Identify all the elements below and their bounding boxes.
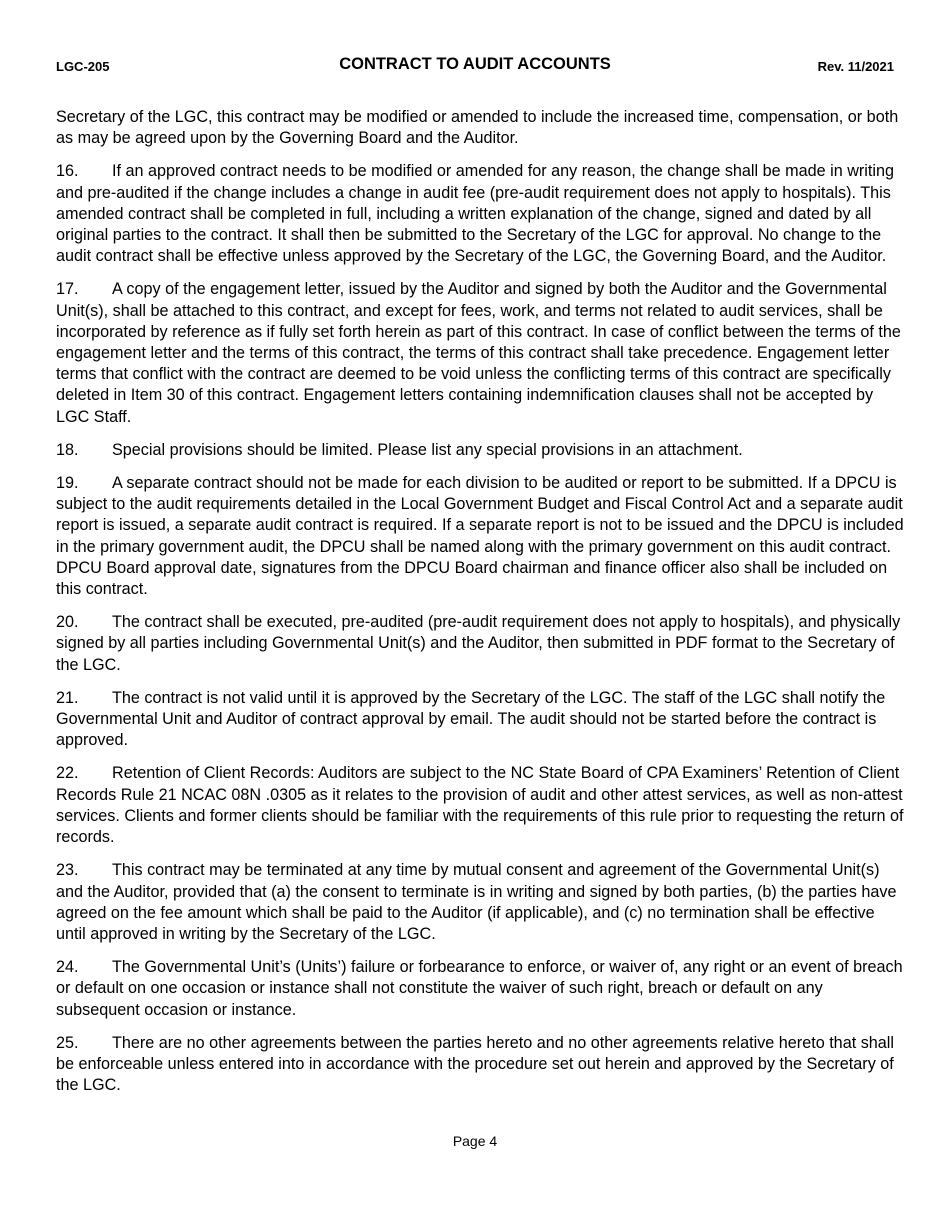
paragraph-number: 24. (56, 958, 79, 977)
paragraph-text: A separate contract should not be made for each division to be audited or report to be submitted. If a DPCU is subject to the audit requirements detailed in the Local Government Budget and Fiscal Control Act and a separate audit report is issued, a separate audit contract is required. If a separate report is not to be issued and the DPCU is included in the primary government audit, the DPCU shall be named along with the primary government on this audit contract. DPCU Board approval date, signatures from the DPCU Board chairman and finance officer also shall be included on this contract. (56, 474, 904, 599)
paragraph-text: The contract shall be executed, pre-audited (pre-audit requirement does not apply to hospitals), and physically signed by all parties including Governmental Unit(s) and the Auditor, then submitted in PDF format to the Secretary of the LGC. (56, 613, 901, 674)
paragraph-number: 16. (56, 162, 79, 181)
paragraph-number: 22. (56, 764, 79, 783)
paragraph-text: A copy of the engagement letter, issued by the Auditor and signed by both the Auditor and the Governmental Unit(s), shall be attached to this contract, and except for fees, work, and terms not related to audit services, shall be incorporated by reference as if fully set forth herein as part of this contract. In case of conflict between the terms of the engagement letter and the terms of this contract, the terms of this contract shall take precedence. Engagement letter terms that conflict with the contract are deemed to be void unless the conflicting terms of this contract are specifically deleted in Item 30 of this contract. Engagement letters containing indemnification clauses shall not be accepted by LGC Staff. (56, 280, 901, 426)
paragraph-number: 25. (56, 1033, 79, 1052)
paragraph-text: Secretary of the LGC, this contract may be modified or amended to include the increased time, compensation, or both as may be agreed upon by the Governing Board and the Auditor. (56, 108, 899, 148)
paragraph-text: There are no other agreements between the parties hereto and no other agreements relative hereto that shall be enforceable unless entered into in accordance with the procedure set out herein and approved by the Secretary of the LGC. (56, 1033, 894, 1095)
paragraph-number: 18. (56, 440, 79, 459)
paragraph-text: The contract is not valid until it is approved by the Secretary of the LGC. The staff of the LGC shall notify the Governmental Unit and Auditor of contract approval by email. The audit should not be started before the contract is approved. (56, 688, 886, 750)
paragraph-number: 17. (56, 280, 79, 299)
paragraph-item (56, 473, 904, 600)
paragraph-continuation (56, 107, 904, 149)
paragraph-item (56, 860, 904, 945)
paragraph-item (56, 279, 904, 427)
paragraph-text: If an approved contract needs to be modified or amended for any reason, the change shall be made in writing and pre-audited if the change includes a change in audit fee (pre-audit requirement does not apply to hospitals). This amended contract shall be completed in full, including a written explanation of the change, signed and dated by all original parties to the contract. It shall then be submitted to the Secretary of the LGC for approval. No change to the audit contract shall be effective unless approved by the Secretary of the LGC, the Governing Board, and the Auditor. (56, 162, 894, 266)
paragraph-text: Retention of Client Records: Auditors are subject to the NC State Board of CPA Examiners’ Retention of Client Records Rule 21 NCAC 08N .0305 as it relates to the provision of audit and other attest services, as well as non-attest services. Clients and former clients should be familiar with the requirements of this rule prior to requesting the return of records. (56, 764, 904, 847)
document-title: CONTRACT TO AUDIT ACCOUNTS (339, 55, 611, 73)
paragraph-number: 21. (56, 688, 79, 707)
paragraph-item (56, 612, 904, 676)
page-number: Page 4 (452, 1133, 498, 1149)
paragraph-item (56, 1033, 904, 1097)
paragraph-number: 20. (56, 613, 79, 632)
paragraph-item (56, 161, 904, 267)
form-id: LGC-205 (56, 59, 110, 74)
paragraph-text: The Governmental Unit’s (Units’) failure or forbearance to enforce, or waiver of, any right or an event of breach or default on one occasion or instance shall not constitute the waiver of such right, breach or default on any subsequent occasion or instance. (56, 958, 903, 1019)
paragraph-item (56, 688, 904, 752)
paragraph-item (56, 440, 904, 461)
document-body (56, 107, 904, 1108)
paragraph-number: 19. (56, 474, 79, 493)
page-header (56, 55, 894, 79)
paragraph-item (56, 763, 904, 848)
revision-date: Rev. 11/2021 (817, 59, 894, 74)
paragraph-number: 23. (56, 861, 79, 880)
paragraph-text: This contract may be terminated at any time by mutual consent and agreement of the Governmental Unit(s) and the Auditor, provided that (a) the consent to terminate is in writing and signed by both parties, (b) the parties have agreed on the fee amount which shall be paid to the Auditor (if applicable), and (c) no termination shall be effective until approved in writing by the Secretary of the LGC. (56, 861, 897, 943)
paragraph-item (56, 957, 904, 1021)
paragraph-text: Special provisions should be limited. Please list any special provisions in an attachment. (112, 440, 743, 459)
